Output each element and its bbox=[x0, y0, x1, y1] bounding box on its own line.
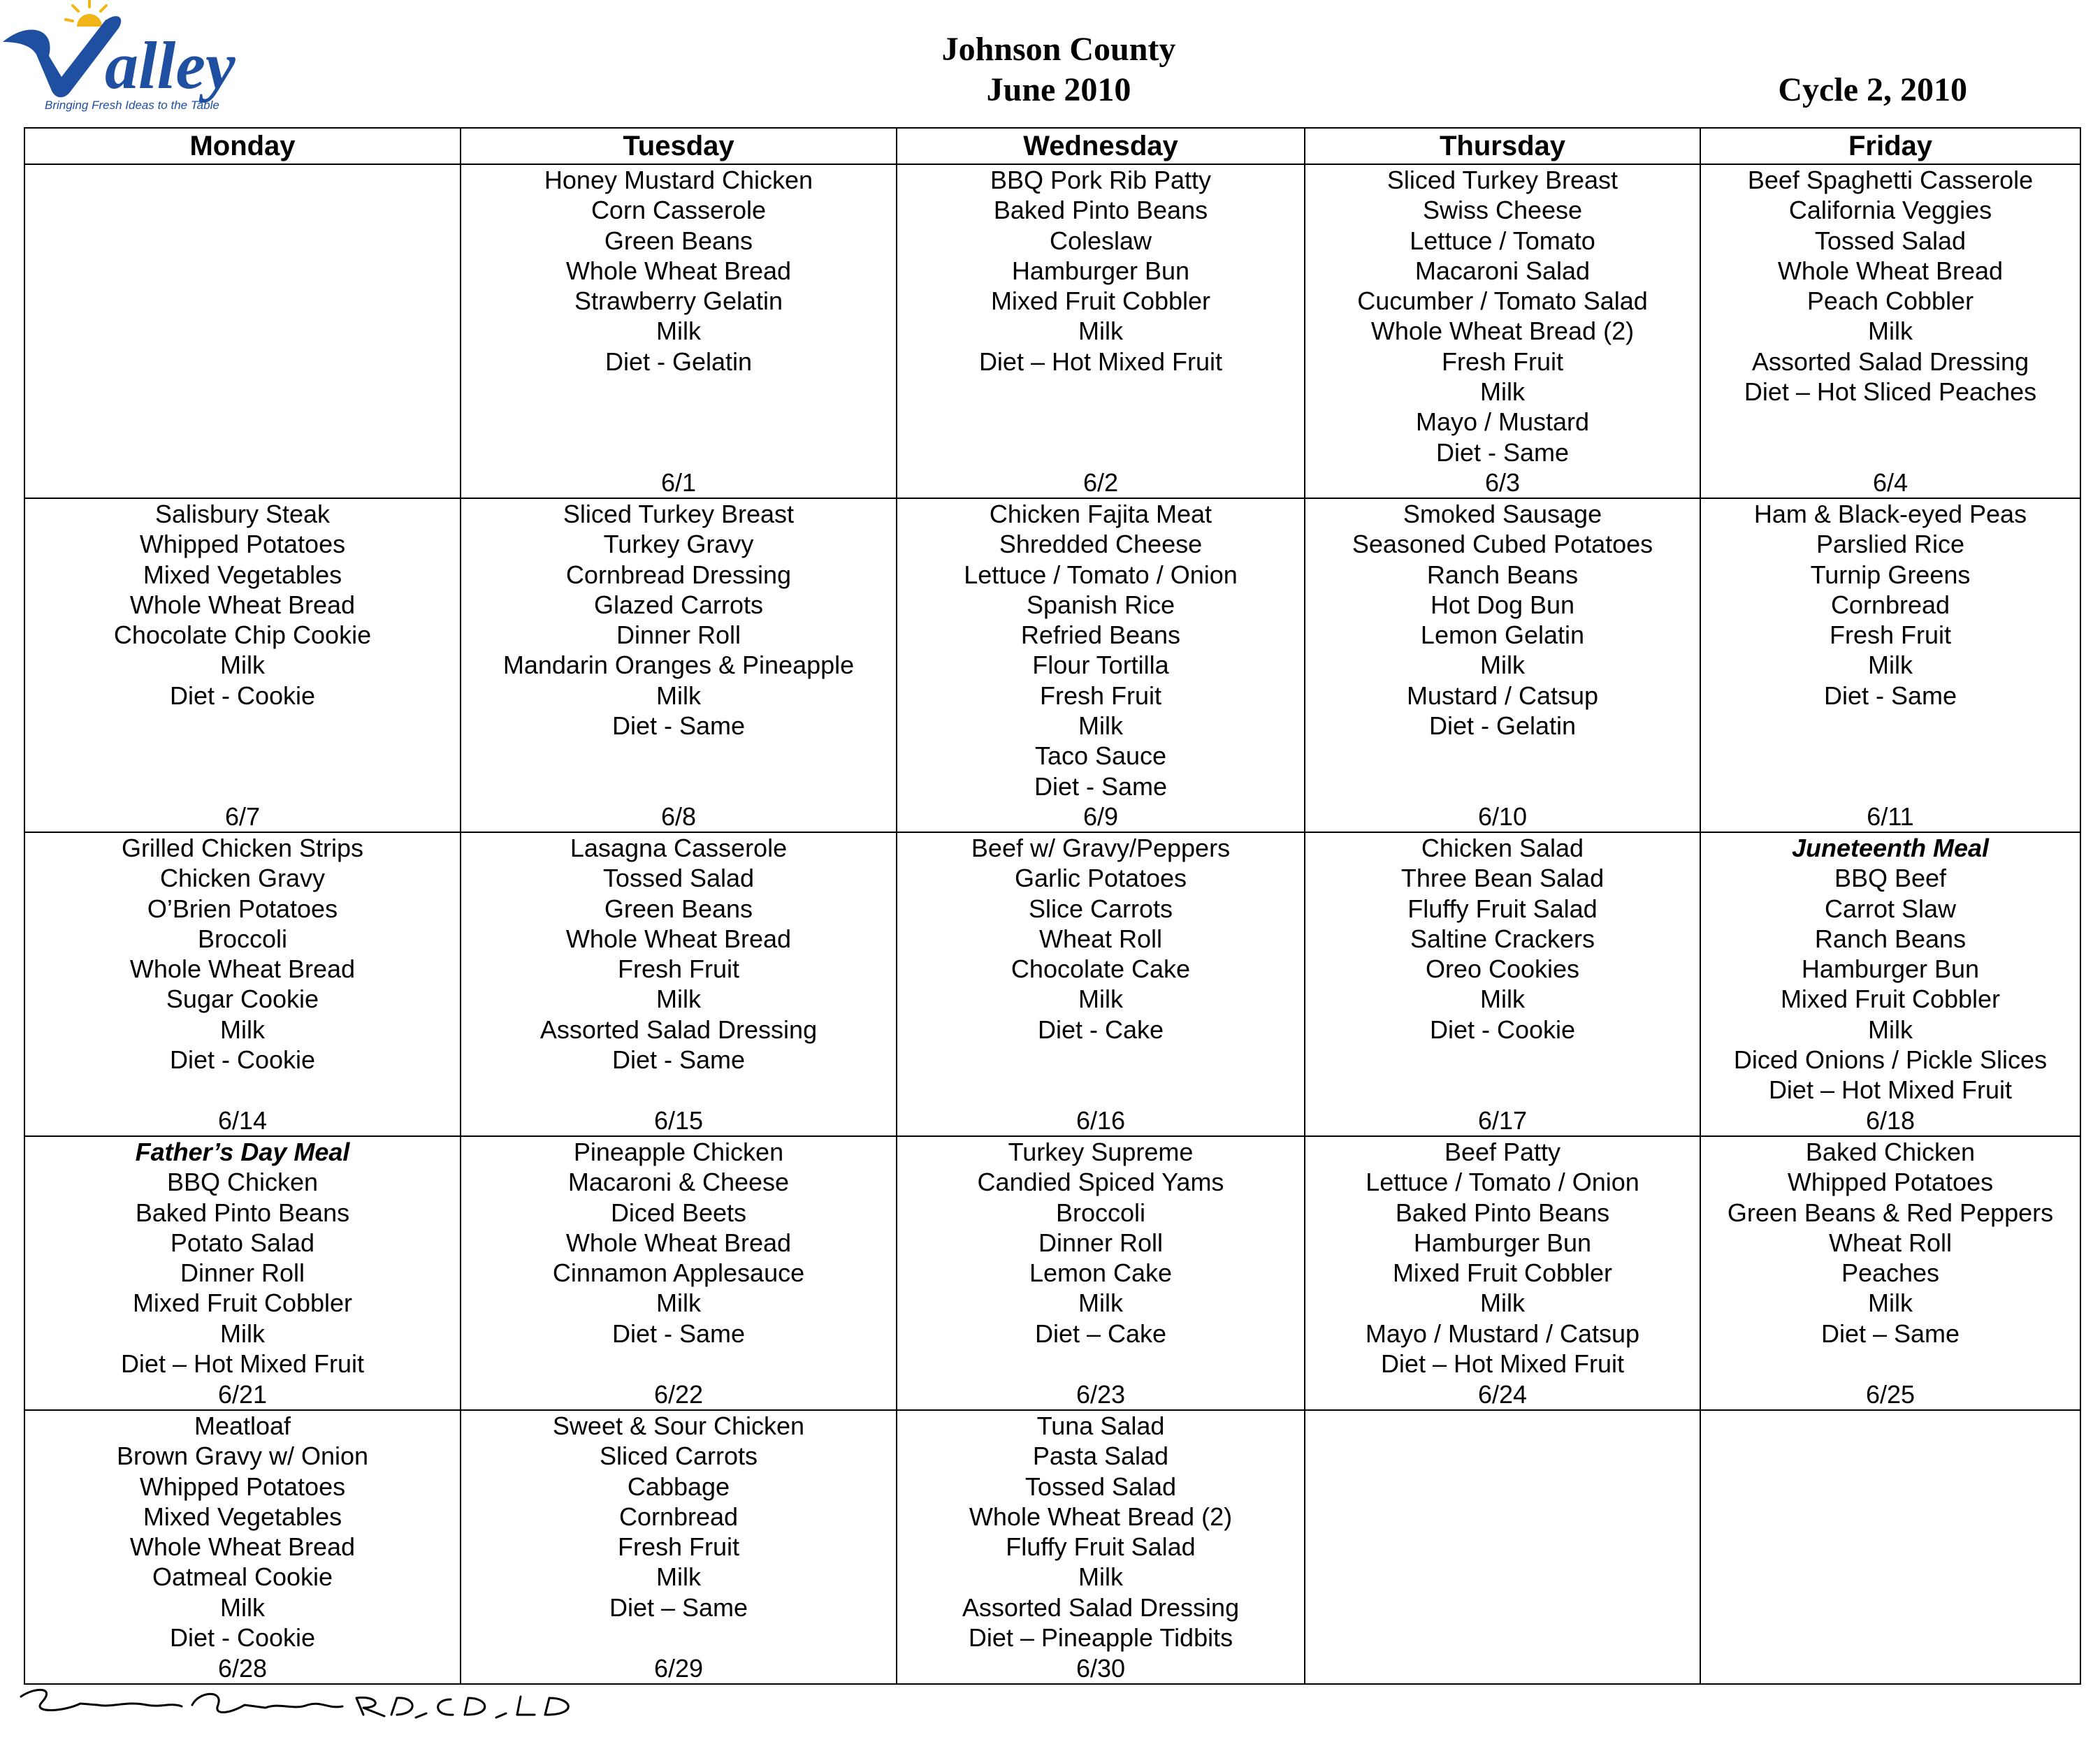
menu-item: Diet - Gelatin bbox=[1428, 711, 1577, 741]
menu-item: Lemon Gelatin bbox=[1420, 620, 1585, 650]
menu-item: Milk bbox=[220, 1592, 265, 1622]
county-name: Johnson County bbox=[941, 31, 1176, 68]
menu-item: Smoked Sausage bbox=[1403, 500, 1602, 528]
menu-item: Hot Dog Bun bbox=[1430, 590, 1575, 619]
day-date: 6/22 bbox=[653, 1379, 704, 1409]
menu-item: Salisbury Steak bbox=[154, 500, 331, 528]
menu-item: Whipped Potatoes bbox=[139, 530, 346, 559]
day-cell bbox=[1305, 832, 1700, 1136]
menu-item: Cabbage bbox=[627, 1472, 730, 1501]
menu-month: June 2010 bbox=[986, 71, 1131, 108]
menu-item: Milk bbox=[1480, 377, 1525, 407]
day-cell bbox=[24, 498, 461, 832]
menu-item: Dinner Roll bbox=[1038, 1228, 1164, 1257]
menu-item: Corn Casserole bbox=[591, 196, 767, 225]
menu-item: Whole Wheat Bread (2) bbox=[1370, 317, 1635, 346]
menu-item: Milk bbox=[1868, 317, 1913, 346]
menu-item: Whole Wheat Bread bbox=[129, 955, 356, 984]
menu-item: Wheat Roll bbox=[1828, 1228, 1953, 1257]
menu-item: Diet - Gelatin bbox=[604, 347, 753, 376]
day-cell bbox=[1305, 1136, 1700, 1410]
menu-item: Assorted Salad Dressing bbox=[540, 1015, 818, 1044]
day-header: Friday bbox=[1700, 128, 2080, 164]
menu-item: Milk bbox=[1868, 651, 1913, 680]
menu-item: Milk bbox=[656, 985, 701, 1014]
menu-item: Sliced Turkey Breast bbox=[1386, 166, 1619, 194]
menu-item: Chocolate Cake bbox=[1011, 955, 1191, 984]
menu-item: Sugar Cookie bbox=[166, 985, 319, 1014]
menu-item: Fresh Fruit bbox=[1039, 681, 1162, 710]
day-header: Tuesday bbox=[461, 128, 897, 164]
menu-item: Baked Chicken bbox=[1805, 1138, 1976, 1166]
menu-item: Peaches bbox=[1841, 1258, 1940, 1288]
menu-item: Flour Tortilla bbox=[1032, 651, 1169, 680]
menu-item: Fresh Fruit bbox=[617, 1532, 740, 1562]
menu-item: Assorted Salad Dressing bbox=[962, 1592, 1240, 1622]
menu-item: Diet - Cookie bbox=[169, 681, 316, 710]
menu-item: Tossed Salad bbox=[1024, 1472, 1177, 1501]
menu-item: Spanish Rice bbox=[1026, 590, 1175, 619]
menu-item: Fresh Fruit bbox=[1441, 347, 1564, 376]
menu-item: Three Bean Salad bbox=[1400, 864, 1605, 893]
day-cell bbox=[1305, 164, 1700, 498]
menu-item: Fluffy Fruit Salad bbox=[1407, 894, 1598, 923]
menu-item: Garlic Potatoes bbox=[1014, 864, 1187, 893]
day-cell bbox=[24, 832, 461, 1136]
menu-item: Diet - Cookie bbox=[169, 1623, 316, 1653]
day-header-row bbox=[24, 128, 2080, 164]
day-date: 6/11 bbox=[1867, 801, 1914, 831]
menu-item: Diet - Cookie bbox=[1429, 1015, 1576, 1044]
menu-item: Diet - Same bbox=[611, 711, 746, 741]
menu-item: Turkey Gravy bbox=[603, 530, 754, 559]
menu-item: Diced Beets bbox=[610, 1198, 747, 1227]
day-date: 6/15 bbox=[653, 1105, 704, 1135]
week-row bbox=[24, 1410, 2080, 1684]
menu-item: Hamburger Bun bbox=[1413, 1228, 1592, 1257]
day-date: 6/1 bbox=[660, 467, 697, 497]
menu-item: Diet - Cake bbox=[1037, 1015, 1164, 1044]
menu-item: BBQ Beef bbox=[1834, 864, 1947, 893]
menu-item: Wheat Roll bbox=[1038, 924, 1163, 953]
svg-text:Bringing Fresh Ideas to the Ta: Bringing Fresh Ideas to the Table bbox=[45, 99, 219, 112]
menu-item: Whole Wheat Bread bbox=[129, 590, 356, 619]
menu-item: Diet – Hot Mixed Fruit bbox=[1768, 1075, 2013, 1105]
menu-item: Milk bbox=[1868, 1015, 1913, 1044]
week-row bbox=[24, 1136, 2080, 1410]
menu-item: Milk bbox=[1078, 985, 1123, 1014]
day-cell bbox=[461, 164, 897, 498]
menu-item: Oatmeal Cookie bbox=[152, 1562, 333, 1592]
menu-item: Refried Beans bbox=[1020, 620, 1181, 650]
menu-item: Milk bbox=[656, 317, 701, 346]
day-date: 6/21 bbox=[217, 1379, 268, 1409]
menu-item: Mixed Vegetables bbox=[143, 1502, 342, 1531]
menu-item: Whole Wheat Bread bbox=[565, 924, 792, 953]
menu-item: Tossed Salad bbox=[602, 864, 755, 893]
day-cell bbox=[24, 1136, 461, 1410]
menu-item: Fresh Fruit bbox=[617, 955, 740, 984]
day-date: 6/8 bbox=[660, 801, 697, 831]
menu-item: Tuna Salad bbox=[1036, 1411, 1165, 1440]
menu-item: Diet - Same bbox=[1435, 437, 1570, 467]
menu-item: Sliced Turkey Breast bbox=[563, 500, 795, 528]
menu-item: Milk bbox=[1480, 985, 1525, 1014]
menu-item: Cornbread bbox=[618, 1502, 739, 1531]
day-date: 6/28 bbox=[217, 1653, 268, 1683]
menu-item: Beef Spaghetti Casserole bbox=[1747, 166, 2034, 194]
day-cell bbox=[461, 832, 897, 1136]
valley-logo bbox=[0, 0, 307, 119]
menu-item: Cucumber / Tomato Salad bbox=[1357, 286, 1648, 316]
menu-item: Cinnamon Applesauce bbox=[552, 1258, 805, 1288]
special-meal-title: Juneteenth Meal bbox=[1791, 834, 1990, 862]
menu-item: Lettuce / Tomato / Onion bbox=[1366, 1168, 1639, 1197]
menu-item: Milk bbox=[656, 681, 701, 710]
day-cell bbox=[1700, 1136, 2080, 1410]
menu-item: Milk bbox=[1480, 651, 1525, 680]
menu-item: Chicken Gravy bbox=[159, 864, 326, 893]
menu-item: Pasta Salad bbox=[1032, 1442, 1169, 1471]
menu-item: Milk bbox=[656, 1289, 701, 1318]
menu-item: Diet – Cake bbox=[1034, 1319, 1167, 1348]
menu-item: Milk bbox=[1078, 711, 1123, 741]
menu-item: Milk bbox=[220, 1015, 265, 1044]
menu-item: Swiss Cheese bbox=[1422, 196, 1583, 225]
day-date: 6/17 bbox=[1477, 1105, 1528, 1135]
menu-item: Mixed Fruit Cobbler bbox=[990, 286, 1211, 316]
menu-item: Glazed Carrots bbox=[593, 590, 764, 619]
menu-item: Ranch Beans bbox=[1814, 924, 1967, 953]
day-cell bbox=[897, 1410, 1305, 1684]
menu-item: Beef w/ Gravy/Peppers bbox=[971, 834, 1231, 862]
day-cell bbox=[1700, 498, 2080, 832]
menu-item: Diet - Cookie bbox=[169, 1045, 316, 1075]
menu-item: O’Brien Potatoes bbox=[147, 894, 338, 923]
menu-item: Green Beans & Red Peppers bbox=[1727, 1198, 2054, 1227]
menu-item: Green Beans bbox=[604, 894, 753, 923]
day-date: 6/25 bbox=[1865, 1379, 1916, 1409]
menu-item: Lettuce / Tomato / Onion bbox=[964, 560, 1238, 589]
menu-item: Diet - Same bbox=[1823, 681, 1957, 710]
day-cell bbox=[24, 164, 461, 498]
menu-item: Seasoned Cubed Potatoes bbox=[1352, 530, 1653, 559]
day-cell bbox=[1305, 1410, 1700, 1684]
day-date: 6/16 bbox=[1076, 1105, 1126, 1135]
menu-item: Diet - Same bbox=[1034, 771, 1168, 801]
day-date: 6/7 bbox=[224, 801, 261, 831]
menu-item: Turnip Greens bbox=[1810, 560, 1971, 589]
menu-item: Whole Wheat Bread bbox=[565, 256, 792, 285]
day-cell bbox=[461, 498, 897, 832]
day-cell bbox=[1700, 1410, 2080, 1684]
menu-item: Mixed Vegetables bbox=[143, 560, 342, 589]
menu-item: Mustard / Catsup bbox=[1406, 681, 1599, 710]
day-date: 6/14 bbox=[217, 1105, 268, 1135]
menu-item: Hamburger Bun bbox=[1801, 955, 1980, 984]
menu-item: Diet – Hot Mixed Fruit bbox=[978, 347, 1223, 376]
menu-item: Coleslaw bbox=[1049, 226, 1152, 255]
menu-item: Ranch Beans bbox=[1426, 560, 1579, 589]
menu-item: Milk bbox=[220, 1319, 265, 1348]
day-header: Monday bbox=[24, 128, 461, 164]
menu-item: Assorted Salad Dressing bbox=[1751, 347, 2029, 376]
menu-item: Milk bbox=[1078, 1289, 1123, 1318]
menu-item: Diet – Hot Sliced Peaches bbox=[1744, 377, 2037, 407]
menu-item: Fluffy Fruit Salad bbox=[1006, 1532, 1196, 1562]
menu-item: Lasagna Casserole bbox=[570, 834, 788, 862]
menu-item: BBQ Chicken bbox=[166, 1168, 319, 1197]
menu-item: Taco Sauce bbox=[1034, 741, 1167, 771]
menu-item: Green Beans bbox=[604, 226, 753, 255]
menu-item: Sliced Carrots bbox=[599, 1442, 758, 1471]
menu-item: Mandarin Oranges & Pineapple bbox=[502, 651, 855, 680]
cycle-label: Cycle 2, 2010 bbox=[1778, 71, 1967, 108]
menu-item: Oreo Cookies bbox=[1425, 955, 1580, 984]
day-cell bbox=[24, 1410, 461, 1684]
menu-item: Chicken Salad bbox=[1421, 834, 1584, 862]
menu-item: Peach Cobbler bbox=[1806, 286, 1974, 316]
menu-item: Cornbread bbox=[1830, 590, 1950, 619]
menu-item: Broccoli bbox=[1055, 1198, 1146, 1227]
menu-item: Parslied Rice bbox=[1816, 530, 1965, 559]
day-date: 6/18 bbox=[1865, 1105, 1916, 1135]
day-cell bbox=[897, 832, 1305, 1136]
menu-item: Lettuce / Tomato bbox=[1410, 226, 1595, 255]
day-date: 6/23 bbox=[1076, 1379, 1126, 1409]
menu-title bbox=[790, 29, 1328, 110]
day-date: 6/2 bbox=[1082, 467, 1119, 497]
menu-item: Meatloaf bbox=[194, 1411, 291, 1440]
menu-item: Milk bbox=[1868, 1289, 1913, 1318]
menu-item: Tossed Salad bbox=[1814, 226, 1967, 255]
dietitian-signature bbox=[14, 1677, 587, 1733]
menu-item: Whole Wheat Bread bbox=[565, 1228, 792, 1257]
menu-item: Diet – Hot Mixed Fruit bbox=[1380, 1349, 1625, 1379]
menu-item: Whole Wheat Bread bbox=[129, 1532, 356, 1562]
menu-item: Brown Gravy w/ Onion bbox=[116, 1442, 369, 1471]
day-date: 6/3 bbox=[1484, 467, 1521, 497]
week-row bbox=[24, 498, 2080, 832]
menu-item: Mayo / Mustard bbox=[1415, 407, 1590, 437]
menu-item: Baked Pinto Beans bbox=[1395, 1198, 1610, 1227]
menu-item: Whole Wheat Bread bbox=[1777, 256, 2004, 285]
day-cell bbox=[897, 1136, 1305, 1410]
menu-item: Baked Pinto Beans bbox=[993, 196, 1208, 225]
menu-item: Lemon Cake bbox=[1029, 1258, 1173, 1288]
day-cell bbox=[1700, 832, 2080, 1136]
menu-item: Broccoli bbox=[197, 924, 288, 953]
menu-item: Honey Mustard Chicken bbox=[544, 166, 813, 194]
menu-item: Mixed Fruit Cobbler bbox=[1780, 985, 2001, 1014]
day-cell bbox=[461, 1410, 897, 1684]
day-cell bbox=[897, 164, 1305, 498]
menu-item: Baked Pinto Beans bbox=[135, 1198, 350, 1227]
menu-item: Sweet & Sour Chicken bbox=[552, 1411, 805, 1440]
menu-item: Diced Onions / Pickle Slices bbox=[1733, 1045, 2048, 1075]
week-row bbox=[24, 164, 2080, 498]
menu-item: California Veggies bbox=[1788, 196, 1992, 225]
menu-item: Carrot Slaw bbox=[1824, 894, 1957, 923]
special-meal-title: Father’s Day Meal bbox=[135, 1138, 350, 1166]
menu-item: Mixed Fruit Cobbler bbox=[132, 1289, 353, 1318]
menu-item: Turkey Supreme bbox=[1008, 1138, 1194, 1166]
menu-item: Diet - Same bbox=[611, 1319, 746, 1348]
menu-item: Milk bbox=[220, 651, 265, 680]
menu-item: Milk bbox=[1480, 1289, 1525, 1318]
menu-item: Whipped Potatoes bbox=[1787, 1168, 1994, 1197]
menu-item: Diet – Same bbox=[609, 1592, 748, 1622]
day-date: 6/4 bbox=[1872, 467, 1909, 497]
menu-item: Milk bbox=[656, 1562, 701, 1592]
day-date: 6/30 bbox=[1076, 1653, 1126, 1683]
menu-item: Diet - Same bbox=[611, 1045, 746, 1075]
day-cell bbox=[461, 1136, 897, 1410]
day-date: 6/9 bbox=[1082, 801, 1119, 831]
menu-item: Diet – Hot Mixed Fruit bbox=[120, 1349, 365, 1379]
menu-item: Chocolate Chip Cookie bbox=[113, 620, 372, 650]
menu-item: Saltine Crackers bbox=[1410, 924, 1595, 953]
menu-item: Candied Spiced Yams bbox=[977, 1168, 1224, 1197]
menu-item: Mixed Fruit Cobbler bbox=[1392, 1258, 1613, 1288]
menu-item: Cornbread Dressing bbox=[565, 560, 792, 589]
day-header: Wednesday bbox=[897, 128, 1305, 164]
menu-calendar-table bbox=[24, 127, 2081, 1685]
day-date: 6/10 bbox=[1477, 801, 1528, 831]
menu-item: Milk bbox=[1078, 317, 1123, 346]
menu-item: Fresh Fruit bbox=[1829, 620, 1952, 650]
menu-item: Whipped Potatoes bbox=[139, 1472, 346, 1501]
menu-item: Mayo / Mustard / Catsup bbox=[1365, 1319, 1640, 1348]
menu-item: Hamburger Bun bbox=[1011, 256, 1190, 285]
menu-item: Macaroni & Cheese bbox=[567, 1168, 790, 1197]
menu-item: Potato Salad bbox=[170, 1228, 315, 1257]
menu-item: Beef Patty bbox=[1444, 1138, 1561, 1166]
menu-item: BBQ Pork Rib Patty bbox=[990, 166, 1212, 194]
week-row bbox=[24, 832, 2080, 1136]
menu-item: Milk bbox=[1078, 1562, 1123, 1592]
menu-item: Diet – Same bbox=[1820, 1319, 1960, 1348]
menu-item: Diet – Pineapple Tidbits bbox=[968, 1623, 1233, 1653]
menu-item: Whole Wheat Bread (2) bbox=[969, 1502, 1233, 1531]
menu-item: Strawberry Gelatin bbox=[574, 286, 783, 316]
day-cell bbox=[1700, 164, 2080, 498]
day-date: 6/29 bbox=[653, 1653, 704, 1683]
menu-item: Chicken Fajita Meat bbox=[989, 500, 1212, 528]
day-date: 6/24 bbox=[1477, 1379, 1528, 1409]
menu-item: Shredded Cheese bbox=[999, 530, 1203, 559]
menu-item: Ham & Black-eyed Peas bbox=[1753, 500, 2027, 528]
menu-item: Grilled Chicken Strips bbox=[121, 834, 364, 862]
menu-item: Dinner Roll bbox=[616, 620, 741, 650]
day-cell bbox=[897, 498, 1305, 832]
day-header: Thursday bbox=[1305, 128, 1700, 164]
menu-item: Macaroni Salad bbox=[1414, 256, 1591, 285]
day-cell bbox=[1305, 498, 1700, 832]
menu-item: Pineapple Chicken bbox=[573, 1138, 784, 1166]
menu-item: Dinner Roll bbox=[180, 1258, 305, 1288]
menu-item: Slice Carrots bbox=[1028, 894, 1173, 923]
svg-text:alley: alley bbox=[105, 28, 236, 103]
